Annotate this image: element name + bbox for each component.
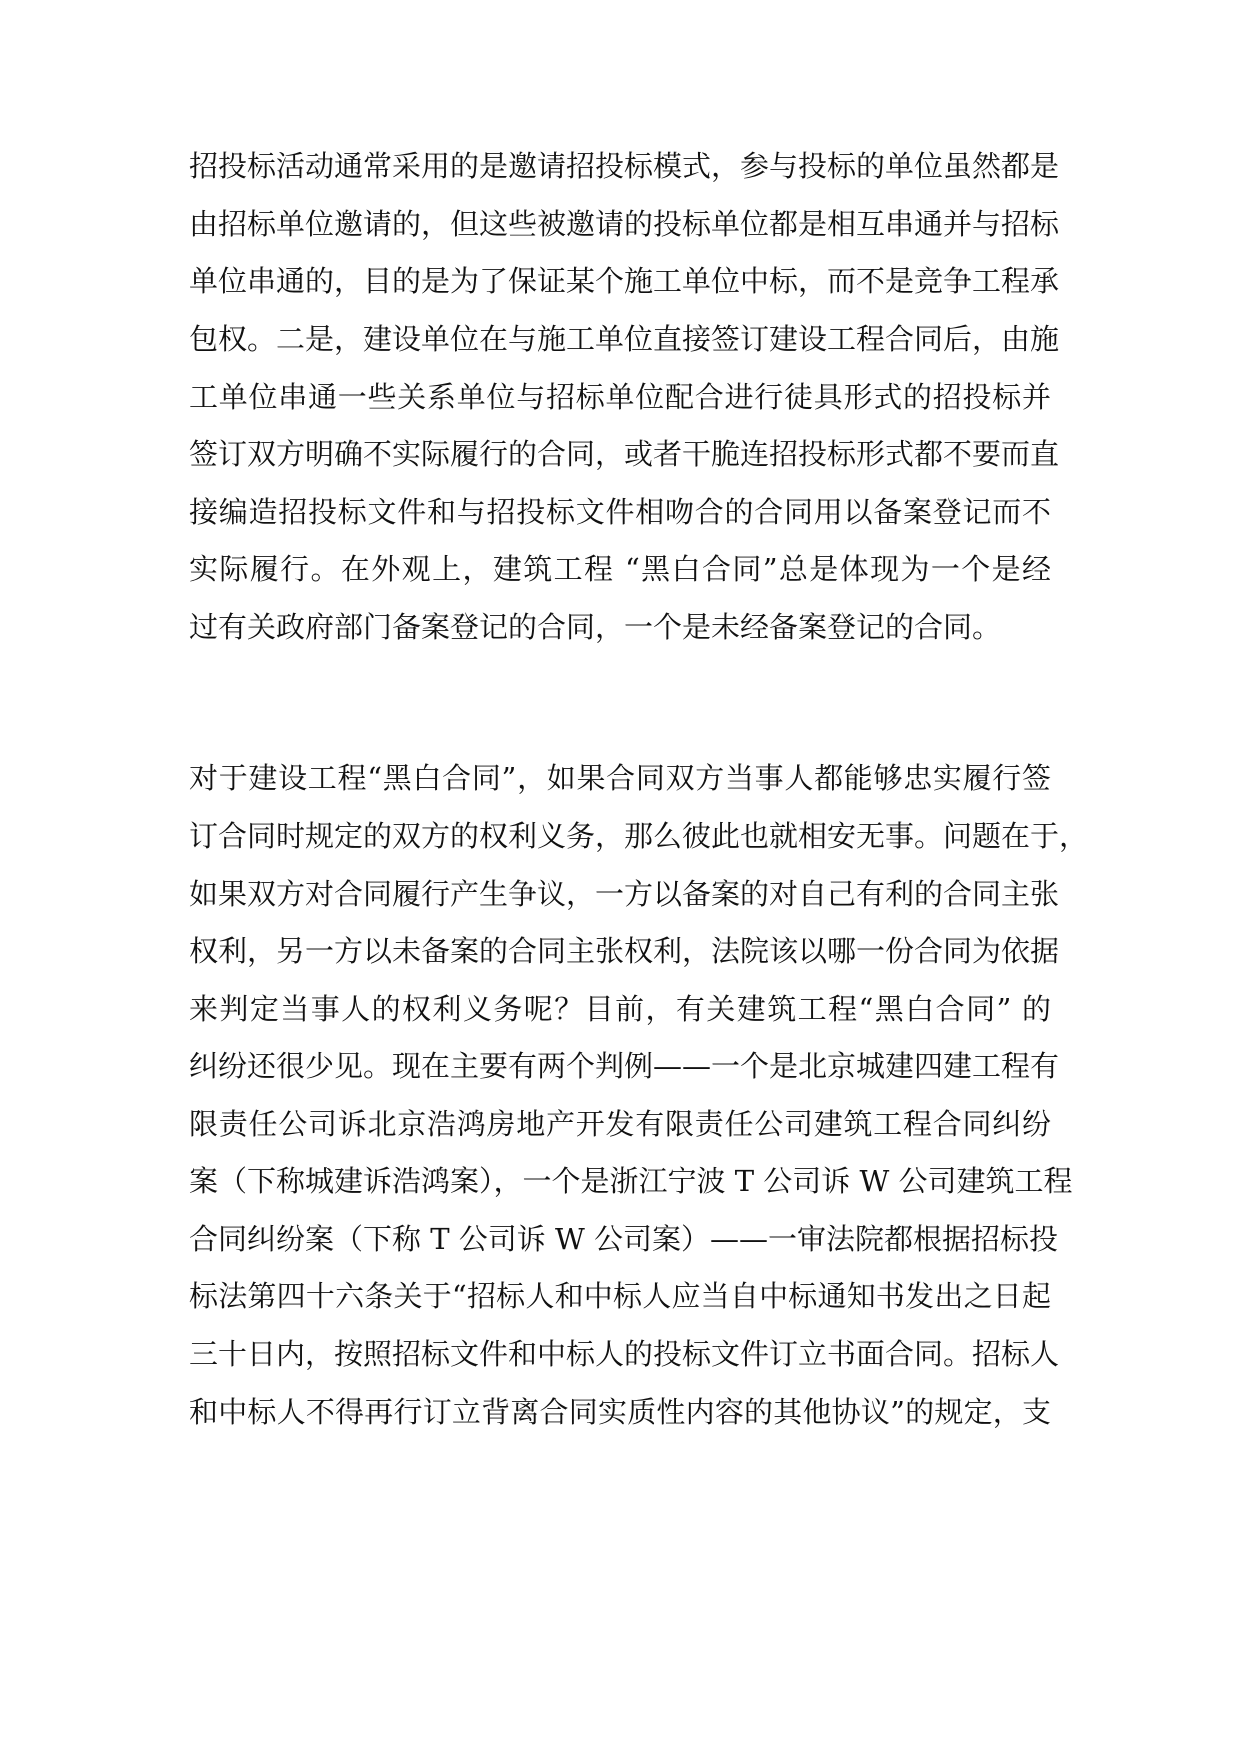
text-line: 招投标活动通常采用的是邀请招投标模式，参与投标的单位虽然都是: [189, 149, 1060, 183]
text-line: 案（下称城建诉浩鸿案），一个是浙江宁波 T 公司诉 W 公司建筑工程: [189, 1164, 1073, 1198]
text-line: 权利，另一方以未备案的合同主张权利，法院该以哪一份合同为依据: [189, 934, 1060, 968]
text-line: 工单位串通一些关系单位与招标单位配合进行徒具形式的招投标并: [189, 380, 1051, 414]
text-line: 包权。二是，建设单位在与施工单位直接签订建设工程合同后，由施: [189, 322, 1060, 356]
text-line: 单位串通的，目的是为了保证某个施工单位中标，而不是竞争工程承: [189, 264, 1060, 298]
text-line: 和中标人不得再行订立背离合同实质性内容的其他协议”的规定，支: [189, 1395, 1051, 1429]
text-line: 如果双方对合同履行产生争议，一方以备案的对自己有利的合同主张: [189, 877, 1060, 911]
text-line: 标法第四十六条关于“招标人和中标人应当自中标通知书发出之日起: [189, 1279, 1051, 1313]
text-line: 签订双方明确不实际履行的合同，或者干脆连招投标形式都不要而直: [189, 437, 1060, 471]
text-line: 限责任公司诉北京浩鸿房地产开发有限责任公司建筑工程合同纠纷: [189, 1107, 1051, 1141]
text-line: 合同纠纷案（下称 T 公司诉 W 公司案）——一审法院都根据招标投: [189, 1222, 1059, 1256]
text-line: 三十日内，按照招标文件和中标人的投标文件订立书面合同。招标人: [189, 1337, 1060, 1371]
text-line: 纠纷还很少见。现在主要有两个判例——一个是北京城建四建工程有: [189, 1049, 1060, 1083]
text-line: 来判定当事人的权利义务呢？目前，有关建筑工程“黑白合同” 的: [189, 992, 1051, 1026]
text-line: 对于建设工程“黑白合同”，如果合同双方当事人都能够忠实履行签: [189, 761, 1051, 795]
text-line: 实际履行。在外观上，建筑工程 “黑白合同”总是体现为一个是经: [189, 552, 1051, 586]
text-line: 接编造招投标文件和与招投标文件相吻合的合同用以备案登记而不: [189, 495, 1051, 529]
text-line: 过有关政府部门备案登记的合同，一个是未经备案登记的合同。: [189, 610, 1002, 644]
text-line: 由招标单位邀请的，但这些被邀请的投标单位都是相互串通并与招标: [189, 207, 1060, 241]
text-line: 订合同时规定的双方的权利义务，那么彼此也就相安无事。问题在于，: [189, 819, 1089, 853]
